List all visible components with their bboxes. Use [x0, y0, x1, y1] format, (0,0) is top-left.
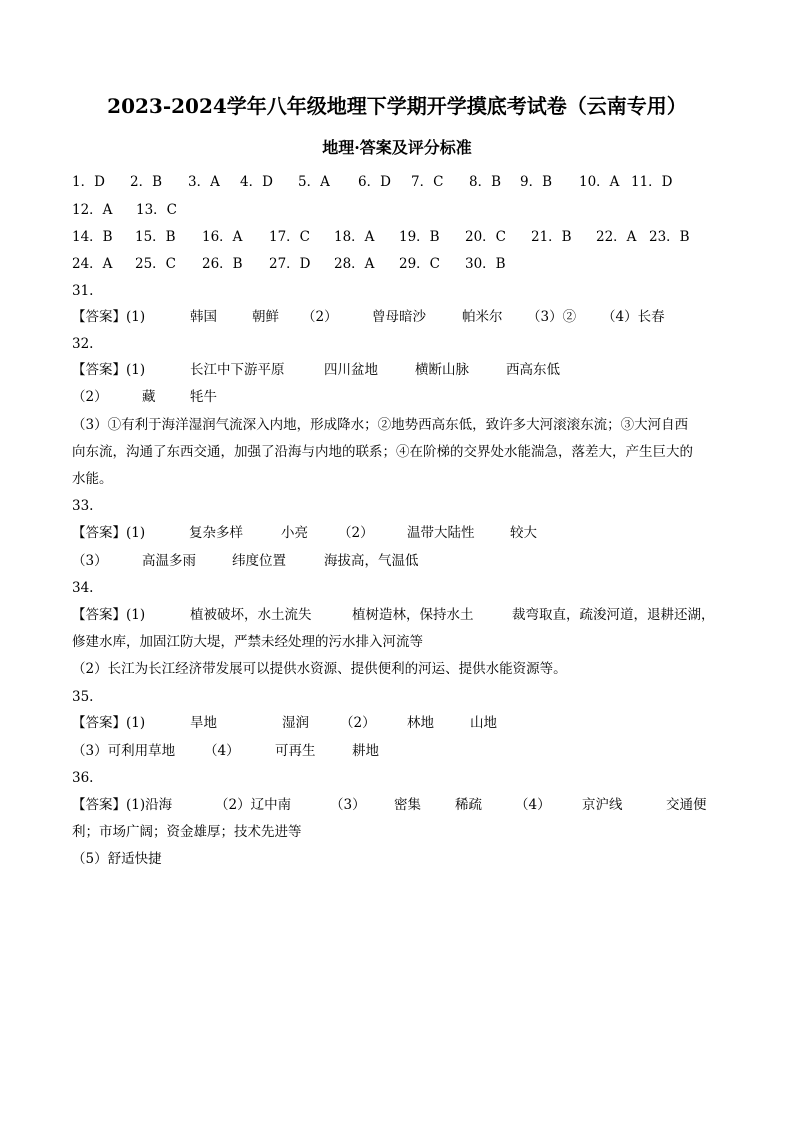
answer-item: （3）②	[527, 309, 577, 325]
mc-answer: 5．A	[298, 174, 330, 190]
answer-item: （2）	[72, 389, 108, 405]
answer-paragraph-line: 向东流，沟通了东西交通，加强了沿海与内地的联系；④在阶梯的交界处水能湍急，落差大，产生巨大的	[72, 444, 693, 460]
answer-item: 湿润	[282, 715, 309, 731]
answer-item: 植树造林，保持水土	[352, 607, 474, 623]
question-number: 32.	[72, 336, 94, 352]
answer-item: （4）	[204, 743, 240, 759]
answer-item: （2）	[340, 715, 376, 731]
answer-item: 纬度位置	[232, 553, 286, 569]
answer-item: 裁弯取直，疏浚河道，退耕还湖，	[512, 607, 715, 623]
mc-answer: 27．D	[269, 256, 311, 272]
mc-answer: 19．B	[399, 229, 440, 245]
mc-answer: 1．D	[72, 174, 105, 190]
answer-item: 耕地	[352, 743, 379, 759]
answer-item: 牦牛	[190, 389, 217, 405]
answer-item: 海拔高，气温低	[324, 553, 419, 569]
answer-label: 【答案】(1)	[72, 525, 146, 541]
answer-item: 植被破坏，水土流失	[190, 607, 312, 623]
mc-answer: 17．C	[269, 229, 311, 245]
question-number: 31.	[72, 283, 94, 299]
answer-item: 旱地	[190, 715, 217, 731]
question-number: 34.	[72, 580, 94, 596]
mc-answer: 29．C	[399, 256, 441, 272]
answer-item: 密集	[394, 797, 421, 813]
answer-item: （3）	[72, 553, 108, 569]
mc-answer: 9．B	[520, 174, 553, 190]
answer-item: （4）	[515, 797, 551, 813]
answer-item: 四川盆地	[324, 362, 378, 378]
answer-paragraph-line: 修建水库，加固江防大堤，严禁未经处理的污水排入河流等	[72, 634, 423, 650]
answer-item: 可再生	[275, 743, 316, 759]
mc-answer: 26．B	[202, 256, 243, 272]
mc-answer: 25．C	[135, 256, 177, 272]
mc-answer: 2．B	[130, 174, 163, 190]
mc-answer: 15．B	[135, 229, 176, 245]
mc-answer: 8．B	[469, 174, 502, 190]
answer-paragraph-line: （2）长江为长江经济带发展可以提供水资源、提供便利的河运、提供水能资源等。	[72, 661, 567, 677]
question-number: 35.	[72, 689, 94, 705]
answer-item: 小亮	[281, 525, 308, 541]
document-subtitle: 地理·答案及评分标准	[322, 138, 472, 157]
mc-answer: 10．A	[579, 174, 620, 190]
answer-item: 较大	[510, 525, 537, 541]
question-number: 36.	[72, 770, 94, 786]
answer-item: 帕米尔	[462, 309, 503, 325]
answer-item: （4）长春	[602, 309, 665, 325]
mc-answer: 4．D	[240, 174, 273, 190]
answer-item: 复杂多样	[189, 525, 243, 541]
answer-item: 林地	[407, 715, 434, 731]
mc-answer: 24．A	[72, 256, 113, 272]
answer-paragraph-line: 利；市场广阔；资金雄厚；技术先进等	[72, 824, 302, 840]
answer-item: 交通便	[666, 797, 707, 813]
mc-answer: 11．D	[631, 174, 673, 190]
answer-item: 朝鲜	[252, 309, 279, 325]
document-title: 2023-2024学年八年级地理下学期开学摸底考试卷（云南专用）	[107, 94, 687, 118]
answer-item: （3）可利用草地	[72, 743, 176, 759]
answer-item: 高温多雨	[142, 553, 196, 569]
answer-item: 西高东低	[506, 362, 560, 378]
answer-item: 京沪线	[582, 797, 623, 813]
answer-item: 藏	[142, 389, 156, 405]
answer-item: 山地	[470, 715, 497, 731]
mc-answer: 21．B	[531, 229, 572, 245]
mc-answer: 6．D	[358, 174, 391, 190]
mc-answer: 12．A	[72, 202, 113, 218]
answer-label: 【答案】(1)	[72, 607, 146, 623]
mc-answer: 14．B	[72, 229, 113, 245]
answer-label: 【答案】(1)	[72, 362, 146, 378]
mc-answer: 22．A	[596, 229, 637, 245]
answer-paragraph-line: 水能。	[72, 471, 113, 487]
answer-item: （2）辽中南	[215, 797, 292, 813]
mc-answer: 18．A	[334, 229, 375, 245]
answer-paragraph-line: （5）舒适快捷	[72, 851, 162, 867]
answer-item: （3）	[330, 797, 366, 813]
answer-label: 【答案】(1)	[72, 309, 146, 325]
mc-answer: 3．A	[188, 174, 220, 190]
mc-answer: 7．C	[411, 174, 444, 190]
answer-label: 【答案】(1)	[72, 715, 146, 731]
answer-item: 韩国	[190, 309, 217, 325]
mc-answer: 13．C	[136, 202, 178, 218]
answer-item: 长江中下游平原	[190, 362, 285, 378]
answer-item: 稀疏	[455, 797, 482, 813]
answer-item: 曾母暗沙	[372, 309, 426, 325]
mc-answer: 23．B	[649, 229, 690, 245]
answer-item: 温带大陆性	[407, 525, 475, 541]
answer-item: （2）	[338, 525, 374, 541]
mc-answer: 20．C	[465, 229, 507, 245]
answer-item: （2）	[302, 309, 338, 325]
question-number: 33.	[72, 498, 94, 514]
mc-answer: 30．B	[465, 256, 506, 272]
mc-answer: 28．A	[334, 256, 375, 272]
mc-answer: 16．A	[202, 229, 243, 245]
answer-paragraph-line: （3）①有利于海洋湿润气流深入内地，形成降水；②地势西高东低，致许多大河滚滚东流；③大河自西	[72, 417, 689, 433]
answer-label: 【答案】(1)沿海	[72, 797, 173, 813]
answer-item: 横断山脉	[415, 362, 469, 378]
